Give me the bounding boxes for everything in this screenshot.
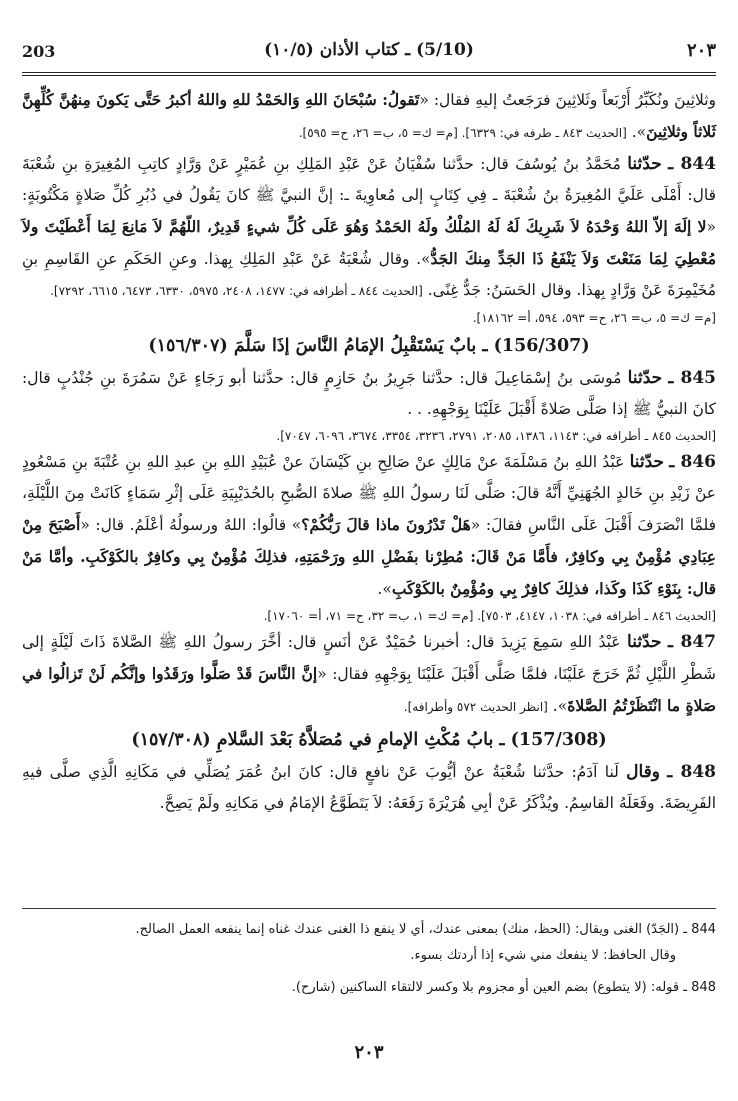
hadith-number: 847 ـ	[668, 632, 716, 652]
hadith-number: 845 ـ	[668, 368, 716, 388]
header-rule-double	[22, 75, 716, 76]
main-text	[22, 84, 716, 819]
hadith-opening: حدّثنا	[627, 632, 662, 652]
hadith-number: 846 ـ	[669, 452, 716, 472]
footnote-848: 848 ـ قوله: (لا يتطوع) بضم العين أو مجزوم بلا وكسر لالتقاء الساكنين (شارح).	[291, 980, 716, 995]
hadith-reference: [الحديث ٨٤٤ ـ أطرافه في: ١٤٧٧، ٢٤٠٨، ٥٩٧٥، ٦٣٣٠، ٦٤٧٣، ٦٦١٥، ٧٢٩٢].	[50, 284, 423, 298]
hadith-quote: تَقولُ: سُبْحَانَ اللهِ وَالحَمْدُ للهِ واللهُ أكبرُ حَتَّى يَكونَ مِنهُنَّ كُلِّهِنَّ ثَلاثاً وثلاثِينَ	[22, 90, 716, 141]
hadith-reference: [الحديث ٨٤٣ ـ طرفه في: ٦٣٢٩]. [م= ك= ٥، ب= ٢٦، ح= ٥٩٥].	[298, 126, 627, 140]
hadith-quote: هَلْ تَدْرُونَ ماذا قالَ رَبُّكُمْ؟	[301, 515, 471, 534]
running-title: (5/10) ـ كتاب الأذان (١٠/٥)	[264, 40, 474, 60]
hadith-reference: [انظر الحديث ٥٧٢ وأطرافه].	[403, 700, 548, 714]
page-header	[22, 38, 716, 68]
header-rule	[22, 72, 716, 73]
hadith-quote: أَصْبَحَ مِنْ عِبَادِي مُؤْمِنٌ بِي وكافِرٌ، فأَمَّا مَنْ قَالَ: مُطِرْنا بفَضْلِ اللهِ ورَحْمَتِهِ، فذلِكَ مُؤْمِنٌ بِي وكافِرٌ بالكَوْكَبِ. وأمَّا مَنْ قال: بِنَوْءِ كَذَا وكَذا، فذلِكَ كافِرٌ بِي ومُؤْمِنٌ بالكَوْكَبِ	[22, 515, 716, 598]
hadith-848: 848 ـ وقال لَنا آدَمُ: حدَّثنا شُعْبَةُ عنْ أيُّوبَ عَنْ نافعٍ قال: كانَ ابنُ عُمَرَ يُصَلِّي في مَكَانِهِ الَّذِي صلَّى فيهِ الفَرِيضَةَ. وفَعَلَهُ القاسِمُ. ويُذْكَرُ عَنْ أبِي هُرَيْرَةَ رَفَعَهُ: لاَ يَتَطَوَّعُ الإمَامُ في مَكانِهِ ولَمْ يَصِحَّ.	[22, 762, 716, 812]
page-number-arabic: ٢٠٣	[686, 40, 716, 61]
footer-page-number: ٢٠٣	[354, 1042, 384, 1063]
hadith-opening: حدّثنا	[629, 452, 665, 472]
footnotes	[22, 918, 716, 1008]
hadith-opening: حدّثنا	[627, 368, 663, 388]
chapter-heading-157: (157/308) ـ بابُ مُكْثِ الإمامِ في مُصَلاَّهُ بَعْدَ السَّلامِ (١٥٧/٣٠٨)	[131, 730, 607, 750]
hadith-845: 845 ـ حدّثنا مُوسَى بنُ إسْمَاعِيلَ قال: حدَّثنا جَرِيرُ بنُ حَازِمٍ قال: حدَّثنا أبو رَجَاءٍ عَنْ سَمُرَةَ بنِ جُنْدُبٍ قال: كانَ النبيُّ ﷺ إذا صَلَّى صَلاةً أَقْبَلَ عَلَيْنَا بِوَجْهِهِ. . .	[22, 368, 716, 418]
hadith-846: 846 ـ حدّثنا عَبْدُ اللهِ بنُ مَسْلَمَةَ عنْ مَالِكٍ عنْ صَالِحِ بنِ كَيْسَانَ عنْ عُبَيْدِ اللهِ بنِ عبدِ اللهِ بنِ عُتْبَةَ بنِ مَسْعُودٍ عنْ زَيْدِ بنِ خَالدٍ الجُهَنِيِّ أَنَّهُ قالَ: صَلَّى لَنَا رسولُ اللهِ ﷺ صلاةَ الصُّبحِ بالحُدَيْبِيَةِ عَلَى إثْرِ سَمَاءٍ كَانَتْ مِنَ اللَّيْلَةِ، فلمَّا انْصَرَفَ أَقْبَلَ عَلَى النَّاسِ فقالَ: «هَلْ تَدْرُونَ ماذا قالَ رَبُّكُمْ؟» قالُوا: اللهُ ورسولُهُ أعْلَمُ. قال: «أَصْبَحَ مِنْ عِبَادِي مُؤْمِنٌ بِي وكافِرٌ، فأَمَّا مَنْ قَالَ: مُطِرْنا بفَضْلِ اللهِ ورَحْمَتِهِ، فذلِكَ مُؤْمِنٌ بِي وكافِرٌ بالكَوْكَبِ. وأمَّا مَنْ قال: بِنَوْءِ كَذَا وكَذا، فذلِكَ كافِرٌ بِي ومُؤْمِنٌ بالكَوْكَبِ».	[22, 452, 716, 598]
chapter-heading-156: (156/307) ـ بابٌ يَسْتَقْبِلُ الإمَامُ النَّاسَ إذَا سَلَّمَ (١٥٦/٣٠٧)	[148, 336, 590, 356]
hadith-opening: وقال	[626, 762, 660, 782]
hadith-reference-muslim: [م= ك= ٥، ب= ٢٦، ح= ٥٩٣، ٥٩٤، أ= ١٨١٦٢].	[472, 311, 716, 325]
hadith-number: 844 ـ	[668, 154, 716, 174]
page-number-latin: 203	[22, 42, 56, 61]
hadith-quote: إنَّ النَّاسَ قَدْ صَلَّوا ورَقَدُوا وإنَّكُم لَنْ تَزالُوا في صَلاةٍ ما انْتَظَرْتُمُ الصَّلاةَ	[22, 664, 716, 715]
hadith-opening: حدّثنا	[627, 154, 662, 174]
hadith-844: 844 ـ حدّثنا مُحَمَّدُ بنُ يُوسُفَ قال: حدَّثنا سُفْيَانُ عَنْ عَبْدِ المَلِكِ بنِ عُمَيْرٍ عَنْ وَرَّادٍ كاتِبِ المُغِيرَةِ بنِ شُعْبَةَ قال: أَمْلَى عَلَيَّ المُغِيرَةُ بنُ شُعْبَةَ ـ فِي كِتَابٍ إلى مُعاوِيةَ ـ: إنَّ النبيَّ ﷺ كانَ يَقُولُ في دُبُرِ كُلِّ صَلاةٍ مَكْتُوبَةٍ: «لا إلَهَ إلاّ اللهُ وَحْدَهُ لاَ شَرِيكَ لَهُ لَهُ المُلْكُ ولَهُ الحَمْدُ وَهُوَ عَلَى كُلِّ شيءٍ قَدِيرٌ، اللّهُمَّ لاَ مَانِعَ لِمَا أَعْطَيْتَ ولاَ مُعْطِيَ لِمَا مَنَعْتَ وَلاَ يَنْفَعُ ذَا الجَدِّ مِنكَ الجَدُّ». وقال شُعْبَةُ عَنْ عَبْدِ المَلِكِ بِهذا. وعنِ الحَكَمِ عنِ القَاسِمِ بنِ مُخَيْمِرَةَ عَنْ وَرَّادٍ بِهذا. وقال الحَسَنُ: جَدٌّ غِنًى. [الحديث ٨٤٤ ـ أطرافه في: ١٤٧٧، ٢٤٠٨، ٥٩٧٥، ٦٣٣٠، ٦٤٧٣، ٦٦١٥، ٧٢٩٢].	[22, 154, 716, 299]
footnote-844-continued: وقال الحافظ: لا ينفعك مني شيء إذا أردتك بسوء.	[410, 948, 676, 963]
hadith-quote: لا إلَهَ إلاّ اللهُ وَحْدَهُ لاَ شَرِيكَ لَهُ لَهُ المُلْكُ ولَهُ الحَمْدُ وَهُوَ عَلَى كُلِّ شيءٍ قَدِيرٌ، اللّهُمَّ لاَ مَانِعَ لِمَا أَعْطَيْتَ ولاَ مُعْطِيَ لِمَا مَنَعْتَ وَلاَ يَنْفَعُ ذَا الجَدِّ مِنكَ الجَدُّ	[22, 217, 716, 268]
hadith-number: 848 ـ	[667, 762, 716, 782]
footnote-separator	[22, 908, 716, 909]
hadith-843-continuation: وثلاثِينَ ونُكَبِّرُ أَرْبَعاً وثَلاثِينَ فرَجَعتُ إليهِ فقال: «تَقولُ: سُبْحَانَ اللهِ وَالحَمْدُ للهِ واللهُ أكبرُ حَتَّى يَكونَ مِنهُنَّ كُلِّهِنَّ ثَلاثاً وثلاثِينَ». [الحديث ٨٤٣ ـ طرفه في: ٦٣٢٩]. [م= ك= ٥، ب= ٢٦، ح= ٥٩٥].	[22, 90, 716, 141]
footnote-844: 844 ـ (الجَدّ) الغنى ويقال: (الحظ، منك) بمعنى عندك، أي لا ينفع ذا الغنى عندك غناه إنما ينفعه العمل الصالح.	[135, 922, 716, 937]
hadith-847: 847 ـ حدّثنا عَبْدُ اللهِ سَمِعَ يَزِيدَ قال: أخبرنا حُمَيْدٌ عَنْ أنَسٍ قال: أخَّرَ رسولُ اللهِ ﷺ الصَّلاةَ ذَاتَ لَيْلَةٍ إلى شَطْرِ اللَّيْلِ ثُمَّ خَرَجَ عَلَيْنَا، فلمَّا صَلَّى أَقْبَلَ عَلَيْنَا بِوَجْهِهِ فقال: «إنَّ النَّاسَ قَدْ صَلَّوا ورَقَدُوا وإنَّكُم لَنْ تَزالُوا في صَلاةٍ ما انْتَظَرْتُمُ الصَّلاةَ». [انظر الحديث ٥٧٢ وأطرافه].	[22, 632, 716, 715]
hadith-reference: [الحديث ٨٤٦ ـ أطرافه في: ١٠٣٨، ٤١٤٧، ٧٥٠٣]. [م= ك= ١، ب= ٣٢، ح= ٧١، أ= ١٧٠٦٠].	[263, 609, 716, 623]
hadith-reference: [الحديث ٨٤٥ ـ أطرافه في: ١١٤٣، ١٣٨٦، ٢٠٨٥، ٢٧٩١، ٣٢٣٦، ٣٣٥٤، ٣٦٧٤، ٦٠٩٦، ٧٠٤٧].	[276, 429, 716, 443]
